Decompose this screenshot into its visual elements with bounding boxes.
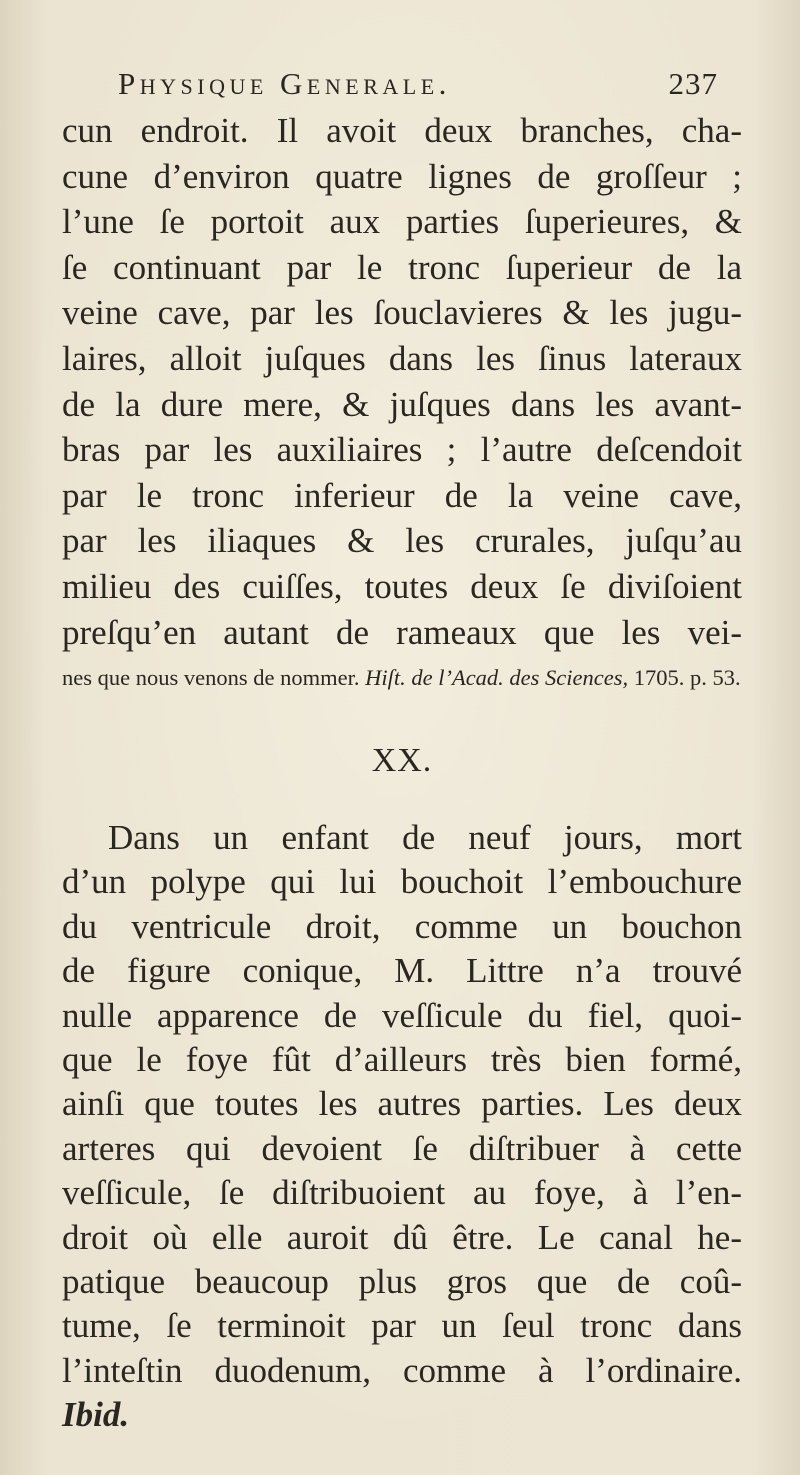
paragraph-physique-veine-cave [62, 108, 742, 701]
text-line: tume, ſe terminoit par un ſeul tronc dans [62, 1306, 742, 1346]
text-line: par le tronc inferieur de la veine cave, [62, 475, 742, 515]
text-line: nulle apparence de veſſicule du fiel, quoi- [62, 995, 742, 1035]
text-line: du ventricule droit, comme un bouchon [62, 906, 742, 946]
text-line: que le foye fût d’ailleurs très bien formé, [62, 1039, 742, 1079]
text-line: droit où elle auroit dû être. Le canal he- [62, 1217, 742, 1257]
text-line: veſſicule, ſe diſtribuoient au foye, à l’en- [62, 1173, 742, 1213]
paragraph-enfant-polype [62, 816, 742, 1437]
text-line: l’inteſtin duodenum, comme à l’ordinaire. [62, 1350, 742, 1390]
page-header [118, 66, 718, 106]
source-reference: Hiſt. de l’Acad. des Sciences, [365, 665, 629, 691]
text-line: de figure conique, M. Littre n’a trouvé [62, 951, 742, 991]
text-line: arteres qui devoient ſe diſtribuer à cette [62, 1128, 742, 1168]
text-line: par les iliaques & les crurales, juſqu’au [62, 521, 742, 561]
text-line: milieu des cuiſſes, toutes deux ſe diviſoient [62, 566, 742, 606]
ibid-reference: Ibid. [62, 1395, 130, 1435]
text-segment: nes que nous venons de nommer. [62, 665, 360, 691]
running-head: Physique Generale. [118, 66, 451, 101]
text-line: Dans un enfant de neuf jours, mort [108, 818, 742, 857]
text-line: de la dure mere, & juſques dans les avant- [62, 384, 742, 424]
text-line: veine cave, par les ſouclavieres & les jugu- [62, 293, 742, 333]
text-line: laires, alloit juſques dans les ſinus lateraux [62, 338, 742, 378]
text-line: ſe continuant par le tronc ſuperieur de la [62, 247, 742, 287]
text-line: ainſi que toutes les autres parties. Les deux [62, 1084, 742, 1124]
text-line: d’un polype qui lui bouchoit l’embouchure [62, 862, 742, 902]
text-line: patique beaucoup plus gros que de coû- [62, 1261, 742, 1301]
section-number: XX. [371, 742, 433, 779]
text-line [62, 655, 742, 701]
page-number: 237 [668, 66, 718, 101]
text-line: l’une ſe portoit aux parties ſuperieures, & [62, 202, 742, 242]
text-line: cune d’environ quatre lignes de groſſeur ; [62, 156, 742, 196]
text-line: cun endroit. Il avoit deux branches, cha- [62, 111, 742, 150]
text-line: preſqu’en autant de rameaux que les vei- [62, 612, 742, 652]
text-line: bras par les auxiliaires ; l’autre deſcendoit [62, 430, 742, 470]
source-reference-page: 1705. p. 53. [633, 665, 741, 691]
